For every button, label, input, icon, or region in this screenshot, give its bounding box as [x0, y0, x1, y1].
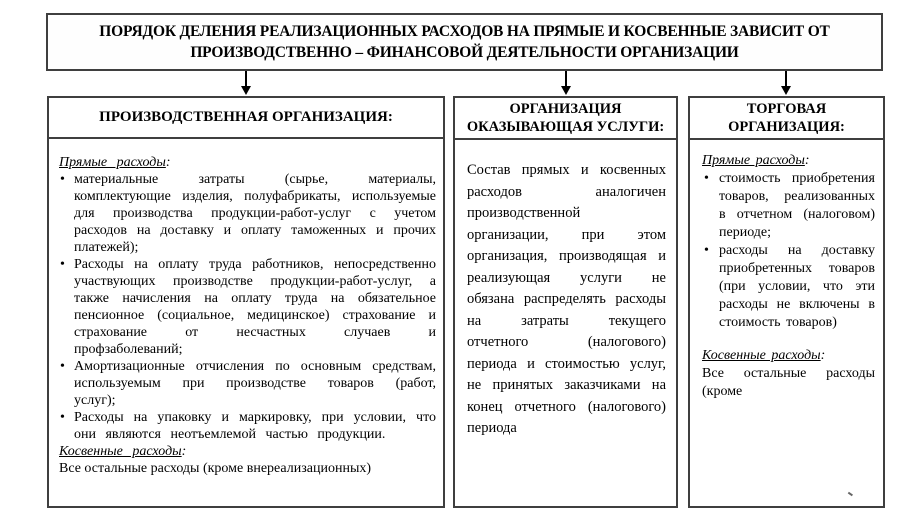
bullet-icon: • — [704, 243, 709, 258]
direct-expenses-label — [702, 152, 875, 170]
list-item-text: Расходы на оплату труда работников, непосредственно участвующих производстве продукции-работ-услуг, а также начисления на оплату труда на обязательное пенсионное (социальное, медицинское) страхование и страхование от несчастных случаев и профзаболеваний; — [74, 257, 436, 357]
label-colon: : — [181, 444, 187, 459]
label-colon: : — [804, 153, 810, 168]
trade-org-body — [690, 140, 883, 506]
list-item — [59, 256, 436, 358]
bullet-icon: • — [60, 257, 65, 272]
bullet-icon: • — [60, 172, 65, 187]
arrow-down-icon — [241, 86, 251, 95]
list-item — [702, 170, 875, 242]
production-org-header: ПРОИЗВОДСТВЕННАЯ ОРГАНИЗАЦИЯ: — [49, 98, 443, 139]
services-org-body — [455, 140, 676, 506]
direct-expenses-label-text: Прямые расходы — [702, 153, 805, 168]
indirect-expenses-label — [702, 347, 875, 365]
direct-expenses-label — [59, 154, 436, 171]
list-item-text: Амортизационные отчисления по основным средствам, используемым при производстве товаров (работ, услуг); — [74, 359, 436, 408]
indirect-expenses-label — [59, 443, 436, 460]
title-box — [46, 13, 883, 71]
direct-expenses-list — [59, 171, 436, 443]
trade-org-header: ТОРГОВАЯ ОРГАНИЗАЦИЯ: — [690, 98, 883, 140]
list-item — [59, 409, 436, 443]
direct-expenses-list — [702, 170, 875, 332]
arrow-down-icon — [781, 86, 791, 95]
arrow-stem — [565, 71, 567, 87]
connector-arrow-right — [781, 71, 791, 96]
services-org-paragraph: Состав прямых и косвенных расходов аналогичен производственной организации, при этом организация, производящая и реализующая услуги не обязана распределять расходы на затраты текущего отчетного (налогового) периода и стоимостью услуг, не принятых заказчиками на конец отчетного (налогового) периода — [467, 162, 666, 436]
indirect-expenses-label-text: Косвенные расходы — [59, 444, 182, 459]
diagram-title: ПОРЯДОК ДЕЛЕНИЯ РЕАЛИЗАЦИОННЫХ РАСХОДОВ НА ПРЯМЫЕ И КОСВЕННЫЕ ЗАВИСИТ ОТ ПРОИЗВОДСТВЕННО – ФИНАНСОВОЙ ДЕЯТЕЛЬНОСТИ ОРГАНИЗАЦИИ — [99, 23, 830, 61]
arrow-down-icon — [561, 86, 571, 95]
arrow-stem — [245, 71, 247, 87]
indirect-expenses-text: Все остальные расходы (кроме внереализационных) — [59, 461, 372, 476]
list-item — [59, 358, 436, 409]
list-item — [702, 242, 875, 332]
list-item-text: расходы на доставку приобретенных товаров (при условии, что эти расходы не включены в стоимость товаров) — [719, 243, 875, 330]
connector-arrow-middle — [561, 71, 571, 96]
trade-org-box — [688, 96, 885, 508]
label-colon: : — [820, 348, 826, 363]
bullet-icon: • — [60, 359, 65, 374]
indirect-expenses-label-text: Косвенные расходы — [702, 348, 821, 363]
bullet-icon: • — [60, 410, 65, 425]
services-org-header: ОРГАНИЗАЦИЯ ОКАЗЫВАЮЩАЯ УСЛУГИ: — [455, 98, 676, 140]
production-org-body — [49, 139, 443, 506]
list-item-text: материальные затраты (сырье, материалы, комплектующие изделия, полуфабрикаты, используемые для производства продукции-работ-услуг с учетом расходов на доставку и оплату таможенных и прочих платежей); — [74, 172, 436, 255]
list-item-text: стоимость приобретения товаров, реализованных в отчетном (налоговом) периоде; — [719, 171, 875, 240]
arrow-stem — [785, 71, 787, 87]
list-item — [59, 171, 436, 256]
direct-expenses-label-text: Прямые расходы — [59, 155, 166, 170]
list-item-text: Расходы на упаковку и маркировку, при условии, что они являются неотъемлемой частью продукции. — [74, 410, 436, 442]
connector-arrow-left — [241, 71, 251, 96]
production-org-box — [47, 96, 445, 508]
indirect-expenses-text: Все остальные расходы (кроме — [702, 366, 875, 399]
bullet-icon: • — [704, 171, 709, 186]
services-org-box — [453, 96, 678, 508]
label-colon: : — [165, 155, 171, 170]
